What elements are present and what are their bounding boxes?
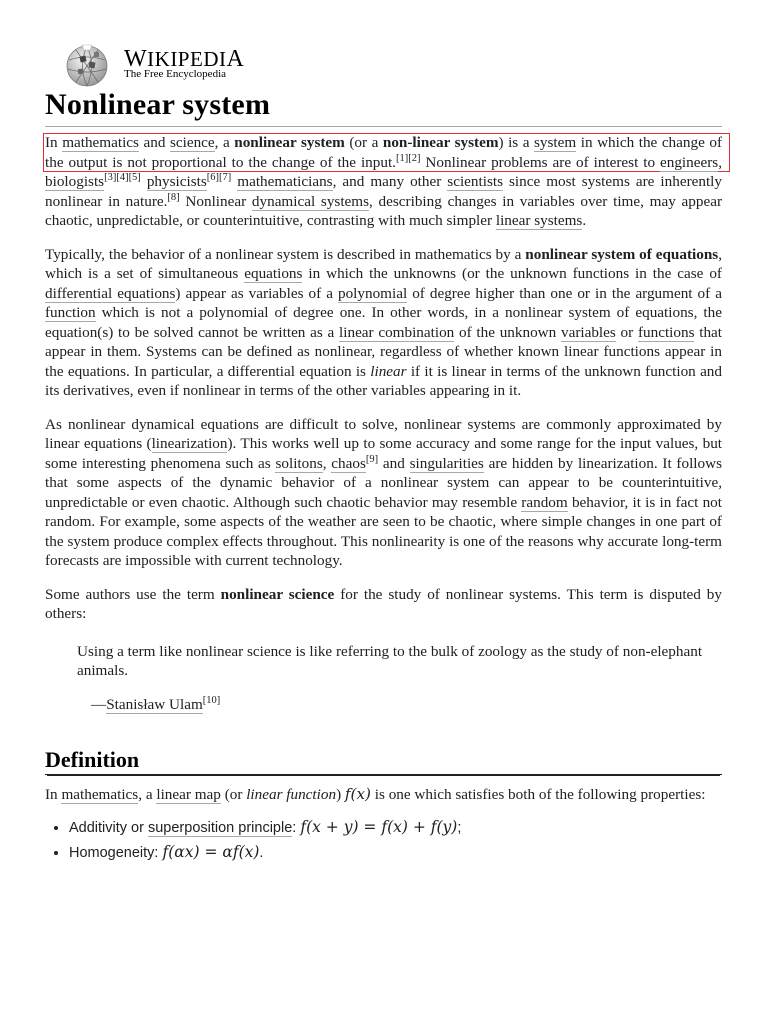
wordmark: WIKIPEDIA — [124, 46, 245, 72]
wikipedia-globe-icon — [64, 42, 114, 88]
link-singularities[interactable]: singularities — [409, 454, 484, 472]
link-biologists[interactable]: biologists — [45, 173, 105, 190]
ref-3-4-5[interactable]: [3][4][5] — [104, 171, 141, 183]
properties-list — [45, 818, 722, 863]
paragraph-2: Typically, the behavior of a nonlinear system is described in mathematics by a nonlinear system of equations, which is a set of simultaneous equations in which the unknowns (or the unknown functions in the case of differential equations) appear as variables of a polynomial of degree higher than one or in the argument of a function which is not a polynomial of degree one. In other words, in a nonlinear system of equations, the equation(s) to be solved cannot be written as a linear combination of the unknown variables or functions that appear in them. Systems can be defined as nonlinear, regardless of whether known linear functions appear in the equations. In particular, a differential equation is linear if it is linear in terms of the unknown function and its derivatives, even if nonlinear in terms of the other variables appearing in it. — [45, 245, 722, 399]
link-scientists[interactable]: scientists — [447, 173, 503, 190]
math-additivity: f(x + y) = f(x) + f(y) — [300, 818, 458, 836]
ref-10[interactable]: [10] — [202, 694, 221, 706]
ref-1-2[interactable]: [1][2] — [395, 152, 421, 164]
link-polynomial[interactable]: polynomial — [337, 284, 408, 302]
link-linear-systems[interactable]: linear systems — [495, 212, 583, 229]
paragraph-3: As nonlinear dynamical equations are difficult to solve, nonlinear systems are commonly approximated by linear equations (linearization). This works well up to some accuracy and some range for the input values, but some interesting phenomena such as solitons, chaos[9] and singularities are hidden by linearization. It follows that some aspects of the dynamic behavior of a nonlinear system can appear to be counterintuitive, unpredictable or even chaotic. Although such chaotic behavior may resemble random behavior, it is in fact not random. For example, some aspects of the weather are seen to be chaotic, where simple changes in one part of the system produce complex effects throughout. This nonlinearity is one of the reasons why accurate long-term forecasts are impossible with current technology. — [45, 415, 723, 569]
ref-9[interactable]: [9] — [365, 453, 379, 465]
link-dynamical-systems[interactable]: dynamical systems — [251, 192, 370, 210]
link-equations[interactable]: equations — [244, 265, 303, 282]
intro-paragraph: In mathematics and science, a nonlinear system (or a non-linear system) is a system in which the change of the output is not proportional to the change of the input.[1][2] Nonlinear problems are of interest to engineers, biologists[3][4][5] physicists[6][7] mathematicians, and many other scientists since most systems are inherently nonlinear in nature.[8] Nonlinear dynamical systems, describing changes in variables over time, may appear chaotic, unpredictable, or counterintuitive, contrasting with much simpler linear systems. — [45, 134, 723, 229]
paragraph-4: Some authors use the term nonlinear science for the study of nonlinear systems. This term is disputed by others: — [45, 585, 722, 622]
page-title: Nonlinear system — [45, 88, 271, 121]
link-solitons[interactable]: solitons — [275, 454, 323, 472]
tagline: The Free Encyclopedia — [124, 68, 227, 80]
link-mathematics-2[interactable]: mathematics — [61, 785, 139, 803]
link-random[interactable]: random — [521, 493, 568, 511]
link-differential-equations[interactable]: differential equations — [45, 284, 176, 302]
link-engineers[interactable]: engineers — [660, 153, 719, 171]
link-superposition-principle[interactable]: superposition principle — [147, 820, 293, 836]
quote-text: Using a term like nonlinear science is like referring to the bulk of zoology as the study of non-elephant animals. — [77, 642, 703, 679]
link-mathematicians[interactable]: mathematicians — [237, 173, 333, 190]
section-heading-definition: Definition — [45, 750, 722, 775]
article-body — [45, 133, 722, 867]
math-homogeneity: f(αx) = αf(x) — [162, 842, 260, 861]
list-item-homogeneity: • Homogeneity: f(αx) = αf(x). — [69, 843, 722, 864]
list-item-additivity: • Additivity or superposition principle: f(x + y) = f(x) + f(y); — [69, 818, 722, 839]
link-functions[interactable]: functions — [637, 323, 695, 341]
ref-6-7[interactable]: [6][7] — [206, 171, 232, 183]
math-fx: f(x) — [344, 784, 371, 803]
link-stanislaw-ulam[interactable]: Stanisław Ulam — [106, 695, 203, 713]
link-linearization[interactable]: linearization — [151, 435, 228, 452]
quote-citation: —Stanisław Ulam[10] — [91, 694, 221, 713]
link-function[interactable]: function — [45, 304, 96, 321]
definition-paragraph: In mathematics, a linear map (or linear function) f(x) is one which satisfies both of the following properties: — [45, 784, 706, 803]
wikipedia-logo[interactable] — [64, 40, 364, 88]
link-variables[interactable]: variables — [560, 323, 616, 341]
link-mathematics[interactable]: mathematics — [62, 134, 139, 151]
link-linear-combination[interactable]: linear combination — [339, 323, 455, 341]
link-physicists[interactable]: physicists — [146, 173, 207, 190]
ulam-quote — [77, 642, 722, 715]
link-system[interactable]: system — [534, 134, 577, 151]
ref-8[interactable]: [8] — [167, 191, 180, 203]
link-linear-map[interactable]: linear map — [156, 785, 221, 803]
link-chaos[interactable]: chaos — [331, 454, 366, 472]
link-science[interactable]: science — [169, 134, 215, 151]
title-divider — [45, 126, 722, 127]
